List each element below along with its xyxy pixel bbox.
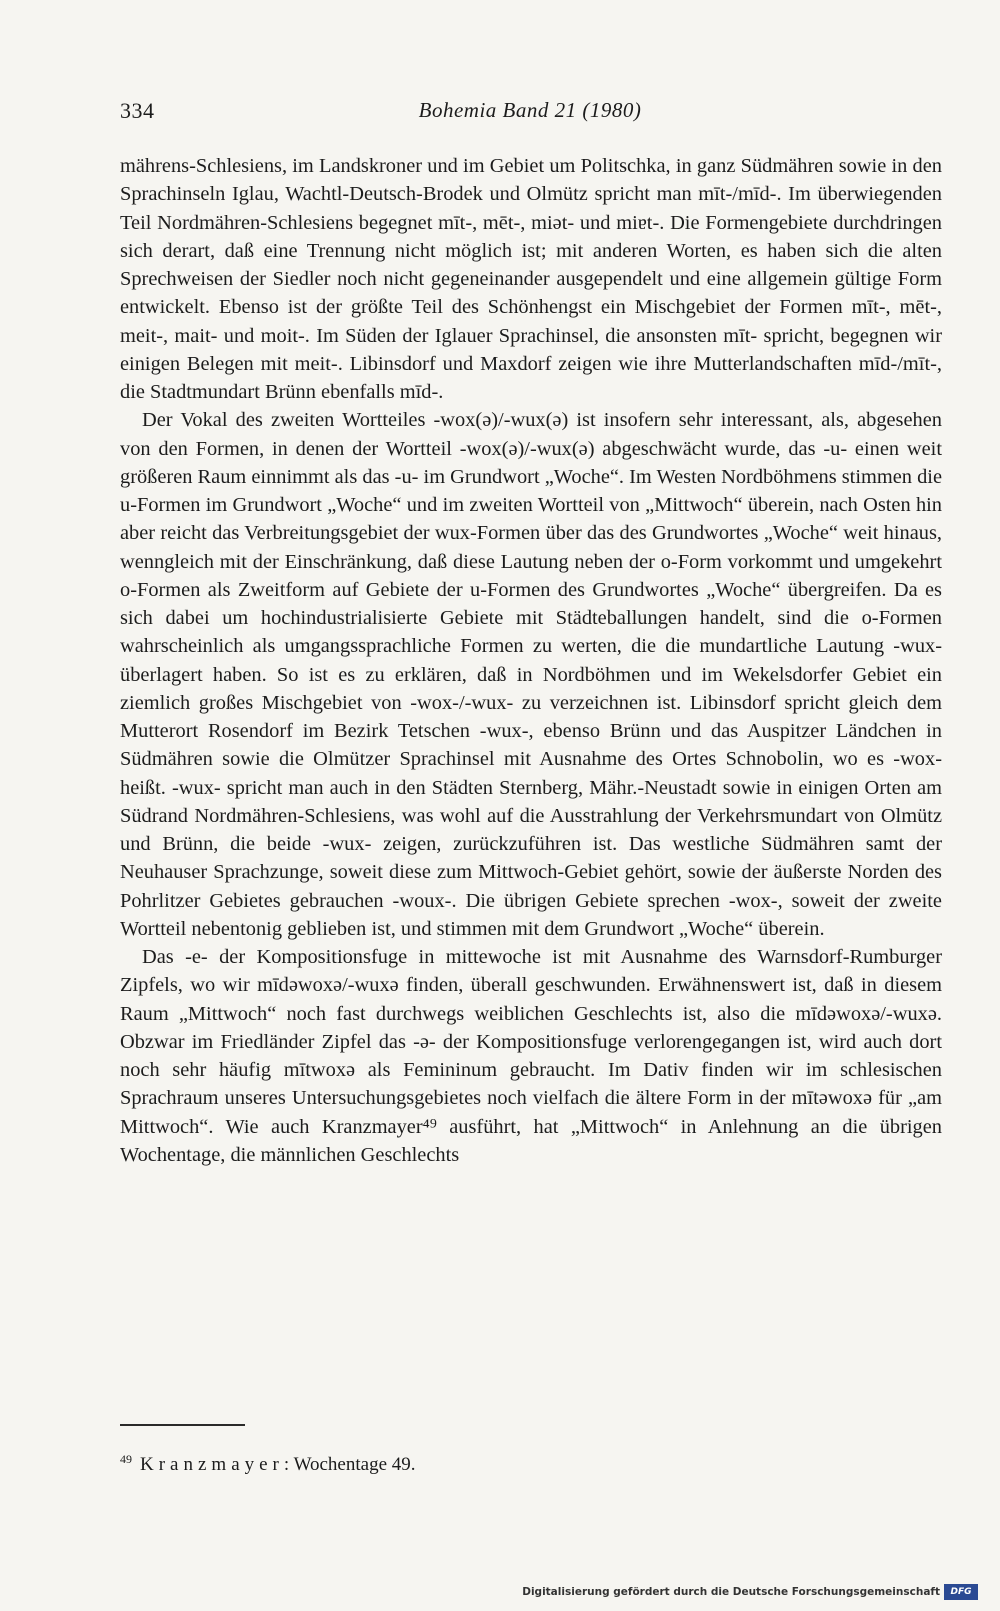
footnote-author: Kranzmayer xyxy=(140,1454,284,1475)
paragraph-3: Das -e- der Kompositionsfuge in mittewoche ist mit Ausnahme des Warnsdorf-Rumburger Zipfels, wo wir mīdəwoxə/-wuxə finden, überall geschwunden. Erwähnenswert ist, daß in diesem Raum „Mittwoch“ noch fast durchwegs weiblichen Geschlechts ist, also die mīdəwoxə/-wuxə. Obzwar im Friedländer Zipfel das -ə- der Kompositionsfuge verlorengegangen ist, wird auch dort noch sehr häufig mītwoxə als Femininum gebraucht. Im Dativ finden wir im schlesischen Sprachraum unseres Untersuchungsgebietes noch vielfach die ältere Form in der mītəwoxə für „am Mittwoch“. Wie auch Kranzmayer⁴⁹ ausführt, hat „Mittwoch“ in Anlehnung an die übrigen Wochentage, die männlichen Geschlechts xyxy=(120,946,942,1166)
footnote xyxy=(120,1446,940,1478)
page-number: 334 xyxy=(120,98,155,123)
page-header xyxy=(120,98,940,132)
footnote-mark: 49 xyxy=(120,1452,132,1466)
footnote-text: : Wochentage 49. xyxy=(283,1454,416,1475)
dfg-logo: DFG xyxy=(944,1584,978,1600)
running-title: Bohemia Band 21 (1980) xyxy=(418,98,642,122)
body-text xyxy=(120,152,942,1169)
footnote-rule xyxy=(120,1424,245,1426)
paragraph-2: Der Vokal des zweiten Wortteiles -wox(ə)/-wux(ə) ist insofern sehr interessant, als, abgesehen von den Formen, in denen der Wortteil -wox(ə)/-wux(ə) abgeschwächt wurde, das -u- einen weit größeren Raum einnimmt als das -u- im Grundwort „Woche“. Im Westen Nordböhmens stimmen die u-Formen im Grundwort „Woche“ und im zweiten Wortteil von „Mittwoch“ überein, nach Osten hin aber reicht das Verbreitungsgebiet der wux-Formen über das des Grundwortes „Woche“ weit hinaus, wenngleich mit der Einschränkung, daß diese Lautung neben der o-Form vorkommt und umgekehrt o-Formen als Zweitform auf Gebiete der u-Formen des Grundwortes „Woche“ übergreifen. Da es sich dabei um hochindustrialisierte Gebiete mit Städteballungen handelt, sind die o-Formen wahrscheinlich als umgangssprachliche Formen zu werten, die die mundartliche Lautung -wux- überlagert haben. So ist es zu erklären, daß in Nordböhmen und im Wekelsdorfer Gebiet ein ziemlich großes Mischgebiet von -wox-/-wux- zu verzeichnen ist. Libinsdorf spricht gleich dem Mutterort Rosendorf im Bezirk Tetschen -wux-, ebenso Brünn und das Auspitzer Ländchen in Südmähren sowie die Olmützer Sprachinsel mit Ausnahme des Ortes Schnobolin, wo es -wox- heißt. -wux- spricht man auch in den Städten Sternberg, Mähr.-Neustadt sowie in einigen Orten am Südrand Nordmähren-Schlesiens, was wohl auf die Ausstrahlung der Verkehrsmundart von Olmütz und Brünn, die beide -wux- zeigen, zurückzuführen ist. Das westliche Südmähren samt der Neuhauser Sprachzunge, soweit diese zum Mittwoch-Gebiet gehört, sowie der äußerste Norden des Pohrlitzer Gebietes gebrauchen -woux-. Die übrigen Gebiete sprechen -wox-, soweit der zweite Wortteil nebentonig geblieben ist, und stimmen mit dem Grundwort „Woche“ überein. xyxy=(120,409,942,940)
paragraph-1: mährens-Schlesiens, im Landskroner und im Gebiet um Politschka, in ganz Südmähren sowie in den Sprachinseln Iglau, Wachtl-Deutsch-Brodek und Olmütz spricht man mīt-/mīd-. Im überwiegenden Teil Nordmähren-Schlesiens begegnet mīt-, mēt-, miət- und miɐt-. Die Formengebiete durchdringen sich derart, daß eine Trennung nicht möglich ist; mit anderen Worten, es haben sich die alten Sprechweisen der Siedler noch nicht gegeneinander ausgependelt und eine allgemein gültige Form entwickelt. Ebenso ist der größte Teil des Schönhengst ein Mischgebiet der Formen mīt-, mēt-, meit-, mait- und moit-. Im Süden der Iglauer Sprachinsel, die ansonsten mīt- spricht, begegnen wir einigen Belegen mit meit-. Libinsdorf und Maxdorf zeigen wie ihre Mutterlandschaften mīd-/mīt-, die Stadtmundart Brünn ebenfalls mīd-. xyxy=(120,155,942,403)
digitization-note: Digitalisierung gefördert durch die Deutsche Forschungsgemeinschaft xyxy=(522,1586,940,1598)
